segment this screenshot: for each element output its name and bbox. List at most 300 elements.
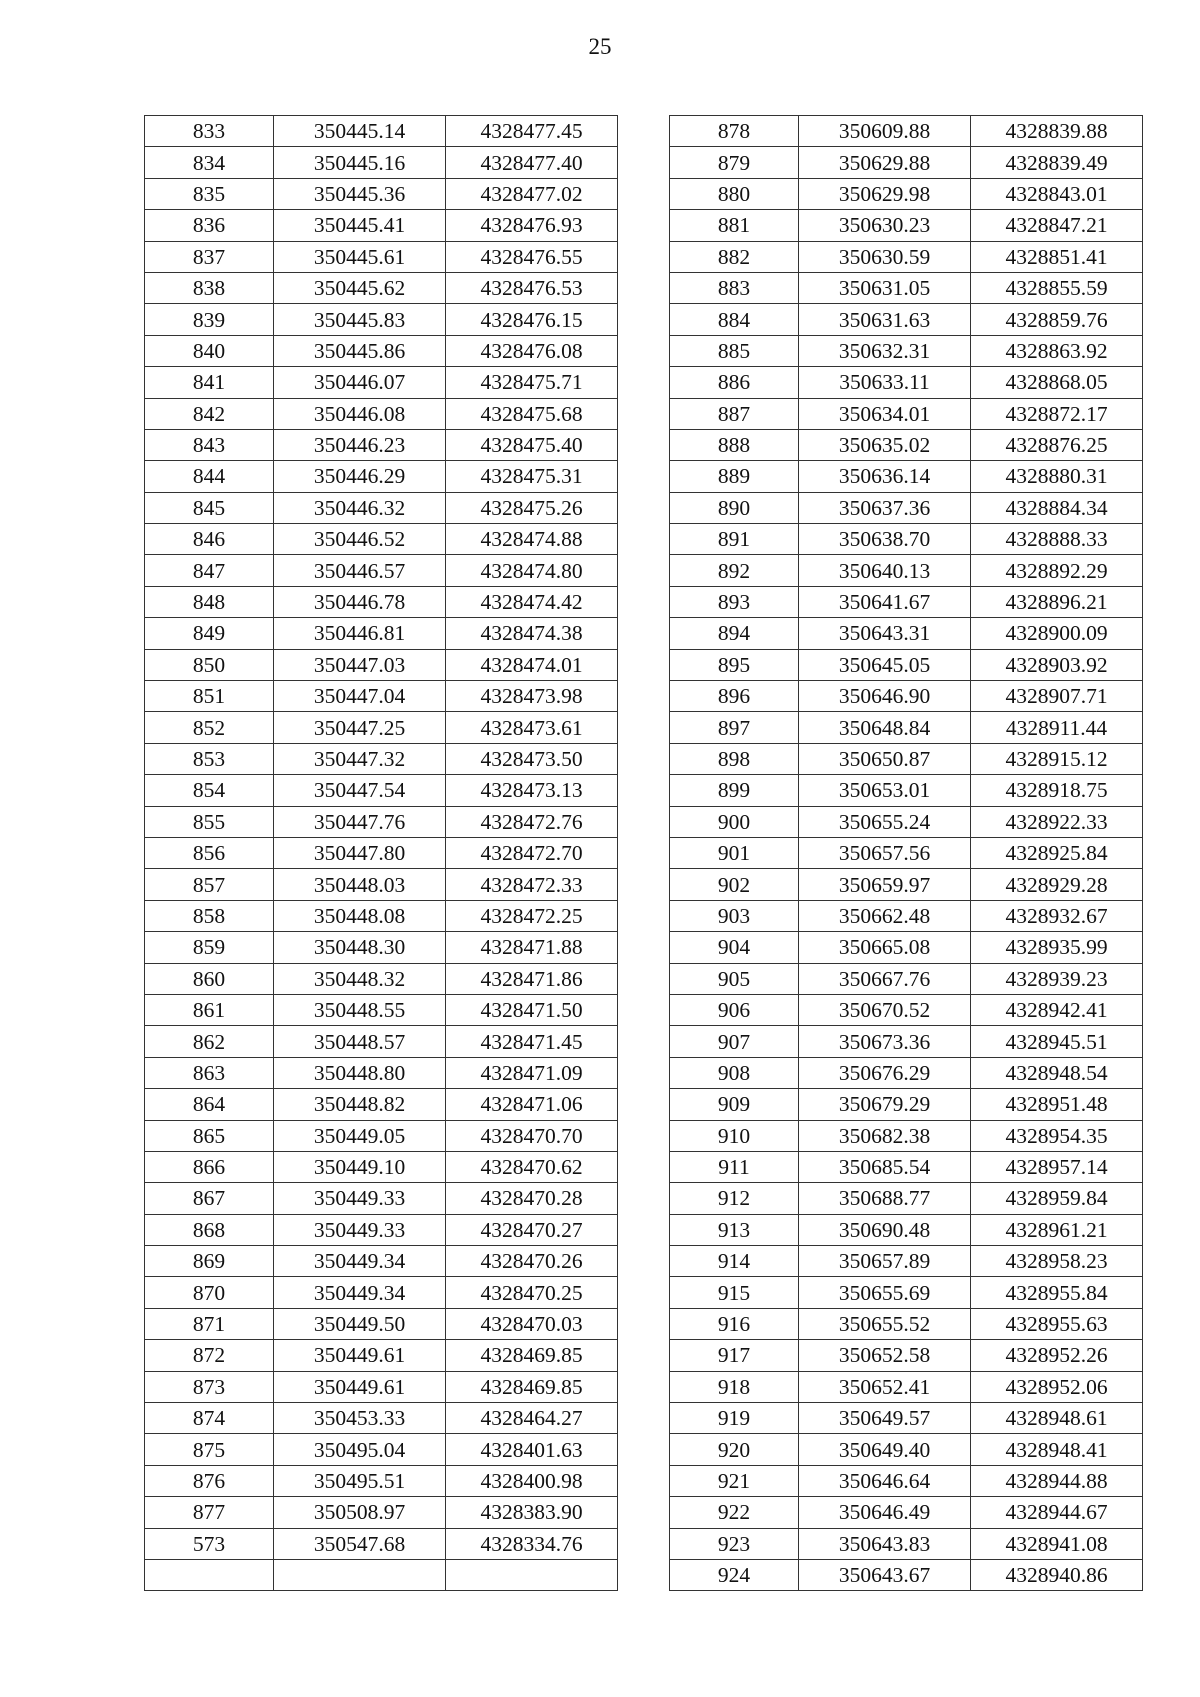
x-coordinate-cell: 350643.67: [799, 1559, 971, 1590]
y-coordinate-cell: 4328383.90: [446, 1497, 618, 1528]
x-coordinate-cell: 350648.84: [799, 712, 971, 743]
x-coordinate-cell: 350449.50: [274, 1308, 446, 1339]
x-coordinate-cell: 350676.29: [799, 1057, 971, 1088]
table-row: [670, 1026, 1143, 1057]
x-coordinate-cell: 350448.80: [274, 1057, 446, 1088]
y-coordinate-cell: 4328470.27: [446, 1214, 618, 1245]
table-row: [670, 1089, 1143, 1120]
table-row: [670, 1151, 1143, 1182]
point-number-cell: 845: [145, 492, 274, 523]
y-coordinate-cell: 4328476.53: [446, 272, 618, 303]
point-number-cell: 871: [145, 1308, 274, 1339]
table-row: [145, 743, 618, 774]
point-number-cell: 841: [145, 367, 274, 398]
table-row: [670, 461, 1143, 492]
table-row: [670, 932, 1143, 963]
point-number-cell: 878: [670, 116, 799, 147]
x-coordinate-cell: [274, 1559, 446, 1590]
table-row: [670, 1120, 1143, 1151]
y-coordinate-cell: 4328474.38: [446, 618, 618, 649]
x-coordinate-cell: 350637.36: [799, 492, 971, 523]
y-coordinate-cell: 4328474.42: [446, 586, 618, 617]
point-number-cell: 856: [145, 837, 274, 868]
x-coordinate-cell: 350446.81: [274, 618, 446, 649]
y-coordinate-cell: 4328473.13: [446, 775, 618, 806]
y-coordinate-cell: 4328892.29: [971, 555, 1143, 586]
y-coordinate-cell: 4328469.85: [446, 1340, 618, 1371]
table-row: [145, 1246, 618, 1277]
y-coordinate-cell: 4328948.61: [971, 1403, 1143, 1434]
y-coordinate-cell: 4328959.84: [971, 1183, 1143, 1214]
x-coordinate-cell: 350629.88: [799, 147, 971, 178]
point-number-cell: 897: [670, 712, 799, 743]
x-coordinate-cell: 350649.57: [799, 1403, 971, 1434]
x-coordinate-cell: 350631.63: [799, 304, 971, 335]
point-number-cell: 846: [145, 524, 274, 555]
y-coordinate-cell: 4328843.01: [971, 178, 1143, 209]
point-number-cell: 852: [145, 712, 274, 743]
y-coordinate-cell: 4328472.33: [446, 869, 618, 900]
x-coordinate-cell: 350646.90: [799, 681, 971, 712]
x-coordinate-cell: 350447.76: [274, 806, 446, 837]
x-coordinate-cell: 350448.03: [274, 869, 446, 900]
table-row: [145, 241, 618, 272]
point-number-cell: 900: [670, 806, 799, 837]
point-number-cell: 917: [670, 1340, 799, 1371]
table-row: [670, 1528, 1143, 1559]
table-row: [145, 1120, 618, 1151]
table-row: [670, 1465, 1143, 1496]
table-row: [670, 1214, 1143, 1245]
y-coordinate-cell: 4328464.27: [446, 1403, 618, 1434]
y-coordinate-cell: 4328477.45: [446, 116, 618, 147]
table-row: [145, 1559, 618, 1590]
x-coordinate-cell: 350446.07: [274, 367, 446, 398]
point-number-cell: 836: [145, 210, 274, 241]
table-row: [670, 869, 1143, 900]
x-coordinate-cell: 350449.10: [274, 1151, 446, 1182]
point-number-cell: 910: [670, 1120, 799, 1151]
table-row: [145, 1465, 618, 1496]
y-coordinate-cell: 4328880.31: [971, 461, 1143, 492]
point-number-cell: 838: [145, 272, 274, 303]
y-coordinate-cell: 4328474.80: [446, 555, 618, 586]
table-row: [145, 1308, 618, 1339]
y-coordinate-cell: 4328477.02: [446, 178, 618, 209]
x-coordinate-cell: 350682.38: [799, 1120, 971, 1151]
x-coordinate-cell: 350446.23: [274, 429, 446, 460]
point-number-cell: 861: [145, 994, 274, 1025]
table-row: [145, 178, 618, 209]
point-number-cell: 887: [670, 398, 799, 429]
table-row: [145, 1277, 618, 1308]
y-coordinate-cell: 4328847.21: [971, 210, 1143, 241]
point-number-cell: 868: [145, 1214, 274, 1245]
table-row: [145, 994, 618, 1025]
y-coordinate-cell: 4328948.54: [971, 1057, 1143, 1088]
y-coordinate-cell: 4328471.09: [446, 1057, 618, 1088]
y-coordinate-cell: 4328469.85: [446, 1371, 618, 1402]
y-coordinate-cell: 4328911.44: [971, 712, 1143, 743]
point-number-cell: 850: [145, 649, 274, 680]
point-number-cell: 860: [145, 963, 274, 994]
y-coordinate-cell: 4328475.40: [446, 429, 618, 460]
y-coordinate-cell: 4328851.41: [971, 241, 1143, 272]
x-coordinate-cell: 350447.04: [274, 681, 446, 712]
point-number-cell: 916: [670, 1308, 799, 1339]
table-row: [670, 1277, 1143, 1308]
table-row: [670, 837, 1143, 868]
point-number-cell: 913: [670, 1214, 799, 1245]
table-row: [145, 429, 618, 460]
x-coordinate-cell: 350645.05: [799, 649, 971, 680]
point-number-cell: 866: [145, 1151, 274, 1182]
table-row: [670, 524, 1143, 555]
table-row: [670, 335, 1143, 366]
y-coordinate-cell: 4328477.40: [446, 147, 618, 178]
y-coordinate-cell: 4328951.48: [971, 1089, 1143, 1120]
x-coordinate-cell: 350449.61: [274, 1371, 446, 1402]
y-coordinate-cell: 4328475.71: [446, 367, 618, 398]
table-row: [145, 869, 618, 900]
point-number-cell: 853: [145, 743, 274, 774]
point-number-cell: 885: [670, 335, 799, 366]
point-number-cell: 847: [145, 555, 274, 586]
x-coordinate-cell: 350449.61: [274, 1340, 446, 1371]
point-number-cell: 899: [670, 775, 799, 806]
point-number-cell: 573: [145, 1528, 274, 1559]
x-coordinate-cell: 350508.97: [274, 1497, 446, 1528]
table-row: [145, 555, 618, 586]
x-coordinate-cell: 350643.83: [799, 1528, 971, 1559]
x-coordinate-cell: 350643.31: [799, 618, 971, 649]
x-coordinate-cell: 350448.08: [274, 900, 446, 931]
y-coordinate-cell: 4328473.61: [446, 712, 618, 743]
point-number-cell: 888: [670, 429, 799, 460]
table-row: [670, 1371, 1143, 1402]
point-number-cell: 922: [670, 1497, 799, 1528]
y-coordinate-cell: 4328940.86: [971, 1559, 1143, 1590]
y-coordinate-cell: 4328472.70: [446, 837, 618, 868]
y-coordinate-cell: 4328942.41: [971, 994, 1143, 1025]
table-row: [145, 1089, 618, 1120]
coordinate-table-right-body: [670, 116, 1143, 1591]
point-number-cell: 869: [145, 1246, 274, 1277]
table-row: [670, 1403, 1143, 1434]
x-coordinate-cell: 350679.29: [799, 1089, 971, 1120]
point-number-cell: 865: [145, 1120, 274, 1151]
table-row: [145, 492, 618, 523]
coordinate-table-left-body: [145, 116, 618, 1591]
y-coordinate-cell: 4328957.14: [971, 1151, 1143, 1182]
x-coordinate-cell: 350447.03: [274, 649, 446, 680]
y-coordinate-cell: 4328955.84: [971, 1277, 1143, 1308]
point-number-cell: 842: [145, 398, 274, 429]
point-number-cell: 880: [670, 178, 799, 209]
x-coordinate-cell: 350633.11: [799, 367, 971, 398]
table-row: [145, 1183, 618, 1214]
y-coordinate-cell: 4328884.34: [971, 492, 1143, 523]
y-coordinate-cell: 4328472.25: [446, 900, 618, 931]
y-coordinate-cell: 4328935.99: [971, 932, 1143, 963]
y-coordinate-cell: 4328475.26: [446, 492, 618, 523]
point-number-cell: 924: [670, 1559, 799, 1590]
table-row: [670, 1434, 1143, 1465]
x-coordinate-cell: 350446.78: [274, 586, 446, 617]
table-row: [670, 900, 1143, 931]
point-number-cell: 898: [670, 743, 799, 774]
table-row: [670, 649, 1143, 680]
table-row: [145, 461, 618, 492]
table-row: [145, 210, 618, 241]
point-number-cell: 903: [670, 900, 799, 931]
table-row: [145, 712, 618, 743]
table-row: [145, 586, 618, 617]
point-number-cell: 835: [145, 178, 274, 209]
point-number-cell: 886: [670, 367, 799, 398]
x-coordinate-cell: 350659.97: [799, 869, 971, 900]
table-row: [670, 178, 1143, 209]
table-row: [670, 1057, 1143, 1088]
y-coordinate-cell: [446, 1559, 618, 1590]
y-coordinate-cell: 4328470.70: [446, 1120, 618, 1151]
table-row: [670, 367, 1143, 398]
y-coordinate-cell: 4328476.93: [446, 210, 618, 241]
x-coordinate-cell: 350446.57: [274, 555, 446, 586]
x-coordinate-cell: 350629.98: [799, 178, 971, 209]
table-row: [670, 429, 1143, 460]
table-row: [670, 1183, 1143, 1214]
point-number-cell: 905: [670, 963, 799, 994]
x-coordinate-cell: 350655.24: [799, 806, 971, 837]
point-number-cell: 918: [670, 1371, 799, 1402]
x-coordinate-cell: 350445.62: [274, 272, 446, 303]
y-coordinate-cell: 4328896.21: [971, 586, 1143, 617]
y-coordinate-cell: 4328961.21: [971, 1214, 1143, 1245]
x-coordinate-cell: 350667.76: [799, 963, 971, 994]
x-coordinate-cell: 350646.49: [799, 1497, 971, 1528]
x-coordinate-cell: 350636.14: [799, 461, 971, 492]
x-coordinate-cell: 350630.59: [799, 241, 971, 272]
y-coordinate-cell: 4328952.26: [971, 1340, 1143, 1371]
point-number-cell: 895: [670, 649, 799, 680]
x-coordinate-cell: 350447.32: [274, 743, 446, 774]
x-coordinate-cell: 350630.23: [799, 210, 971, 241]
table-row: [670, 712, 1143, 743]
x-coordinate-cell: 350547.68: [274, 1528, 446, 1559]
y-coordinate-cell: 4328476.55: [446, 241, 618, 272]
point-number-cell: 889: [670, 461, 799, 492]
y-coordinate-cell: 4328470.25: [446, 1277, 618, 1308]
point-number-cell: 854: [145, 775, 274, 806]
table-row: [145, 837, 618, 868]
point-number-cell: 870: [145, 1277, 274, 1308]
y-coordinate-cell: 4328474.01: [446, 649, 618, 680]
x-coordinate-cell: 350449.34: [274, 1277, 446, 1308]
table-row: [145, 524, 618, 555]
point-number-cell: 894: [670, 618, 799, 649]
table-row: [670, 304, 1143, 335]
table-row: [670, 775, 1143, 806]
table-row: [145, 806, 618, 837]
point-number-cell: 848: [145, 586, 274, 617]
y-coordinate-cell: 4328401.63: [446, 1434, 618, 1465]
table-row: [145, 681, 618, 712]
y-coordinate-cell: 4328954.35: [971, 1120, 1143, 1151]
point-number-cell: 857: [145, 869, 274, 900]
y-coordinate-cell: 4328944.67: [971, 1497, 1143, 1528]
table-row: [145, 1214, 618, 1245]
point-number-cell: 892: [670, 555, 799, 586]
y-coordinate-cell: 4328932.67: [971, 900, 1143, 931]
x-coordinate-cell: 350635.02: [799, 429, 971, 460]
x-coordinate-cell: 350685.54: [799, 1151, 971, 1182]
x-coordinate-cell: 350445.16: [274, 147, 446, 178]
x-coordinate-cell: 350446.32: [274, 492, 446, 523]
point-number-cell: 919: [670, 1403, 799, 1434]
point-number-cell: [145, 1559, 274, 1590]
y-coordinate-cell: 4328470.28: [446, 1183, 618, 1214]
y-coordinate-cell: 4328400.98: [446, 1465, 618, 1496]
y-coordinate-cell: 4328955.63: [971, 1308, 1143, 1339]
point-number-cell: 872: [145, 1340, 274, 1371]
x-coordinate-cell: 350690.48: [799, 1214, 971, 1245]
y-coordinate-cell: 4328944.88: [971, 1465, 1143, 1496]
table-row: [670, 618, 1143, 649]
point-number-cell: 851: [145, 681, 274, 712]
x-coordinate-cell: 350649.40: [799, 1434, 971, 1465]
x-coordinate-cell: 350640.13: [799, 555, 971, 586]
y-coordinate-cell: 4328863.92: [971, 335, 1143, 366]
table-row: [670, 806, 1143, 837]
table-row: [145, 1340, 618, 1371]
y-coordinate-cell: 4328868.05: [971, 367, 1143, 398]
y-coordinate-cell: 4328476.08: [446, 335, 618, 366]
table-row: [670, 492, 1143, 523]
x-coordinate-cell: 350449.33: [274, 1183, 446, 1214]
table-row: [670, 1308, 1143, 1339]
table-row: [145, 1057, 618, 1088]
table-row: [145, 304, 618, 335]
table-row: [145, 963, 618, 994]
point-number-cell: 837: [145, 241, 274, 272]
x-coordinate-cell: 350448.32: [274, 963, 446, 994]
x-coordinate-cell: 350646.64: [799, 1465, 971, 1496]
point-number-cell: 881: [670, 210, 799, 241]
y-coordinate-cell: 4328475.31: [446, 461, 618, 492]
point-number-cell: 863: [145, 1057, 274, 1088]
x-coordinate-cell: 350631.05: [799, 272, 971, 303]
x-coordinate-cell: 350446.08: [274, 398, 446, 429]
x-coordinate-cell: 350495.51: [274, 1465, 446, 1496]
table-row: [145, 649, 618, 680]
point-number-cell: 901: [670, 837, 799, 868]
y-coordinate-cell: 4328939.23: [971, 963, 1143, 994]
x-coordinate-cell: 350448.57: [274, 1026, 446, 1057]
x-coordinate-cell: 350495.04: [274, 1434, 446, 1465]
point-number-cell: 877: [145, 1497, 274, 1528]
table-row: [145, 1403, 618, 1434]
y-coordinate-cell: 4328471.50: [446, 994, 618, 1025]
x-coordinate-cell: 350670.52: [799, 994, 971, 1025]
x-coordinate-cell: 350653.01: [799, 775, 971, 806]
x-coordinate-cell: 350445.36: [274, 178, 446, 209]
point-number-cell: 843: [145, 429, 274, 460]
y-coordinate-cell: 4328474.88: [446, 524, 618, 555]
x-coordinate-cell: 350609.88: [799, 116, 971, 147]
y-coordinate-cell: 4328941.08: [971, 1528, 1143, 1559]
point-number-cell: 882: [670, 241, 799, 272]
point-number-cell: 911: [670, 1151, 799, 1182]
x-coordinate-cell: 350448.55: [274, 994, 446, 1025]
y-coordinate-cell: 4328900.09: [971, 618, 1143, 649]
table-row: [145, 367, 618, 398]
point-number-cell: 849: [145, 618, 274, 649]
x-coordinate-cell: 350641.67: [799, 586, 971, 617]
point-number-cell: 908: [670, 1057, 799, 1088]
x-coordinate-cell: 350447.54: [274, 775, 446, 806]
table-row: [670, 555, 1143, 586]
page-number: 25: [588, 34, 612, 59]
table-row: [670, 994, 1143, 1025]
point-number-cell: 914: [670, 1246, 799, 1277]
table-row: [670, 743, 1143, 774]
point-number-cell: 923: [670, 1528, 799, 1559]
y-coordinate-cell: 4328334.76: [446, 1528, 618, 1559]
y-coordinate-cell: 4328839.88: [971, 116, 1143, 147]
x-coordinate-cell: 350688.77: [799, 1183, 971, 1214]
y-coordinate-cell: 4328471.06: [446, 1089, 618, 1120]
point-number-cell: 912: [670, 1183, 799, 1214]
y-coordinate-cell: 4328929.28: [971, 869, 1143, 900]
table-row: [670, 586, 1143, 617]
point-number-cell: 920: [670, 1434, 799, 1465]
table-row: [145, 1026, 618, 1057]
x-coordinate-cell: 350448.82: [274, 1089, 446, 1120]
point-number-cell: 921: [670, 1465, 799, 1496]
x-coordinate-cell: 350638.70: [799, 524, 971, 555]
point-number-cell: 915: [670, 1277, 799, 1308]
table-row: [670, 1497, 1143, 1528]
x-coordinate-cell: 350655.69: [799, 1277, 971, 1308]
y-coordinate-cell: 4328471.88: [446, 932, 618, 963]
y-coordinate-cell: 4328472.76: [446, 806, 618, 837]
y-coordinate-cell: 4328471.86: [446, 963, 618, 994]
y-coordinate-cell: 4328903.92: [971, 649, 1143, 680]
point-number-cell: 859: [145, 932, 274, 963]
x-coordinate-cell: 350650.87: [799, 743, 971, 774]
point-number-cell: 891: [670, 524, 799, 555]
x-coordinate-cell: 350657.56: [799, 837, 971, 868]
y-coordinate-cell: 4328475.68: [446, 398, 618, 429]
table-row: [670, 210, 1143, 241]
x-coordinate-cell: 350445.14: [274, 116, 446, 147]
x-coordinate-cell: 350445.86: [274, 335, 446, 366]
x-coordinate-cell: 350447.80: [274, 837, 446, 868]
table-row: [145, 1497, 618, 1528]
table-row: [145, 335, 618, 366]
table-row: [145, 272, 618, 303]
y-coordinate-cell: 4328925.84: [971, 837, 1143, 868]
y-coordinate-cell: 4328918.75: [971, 775, 1143, 806]
y-coordinate-cell: 4328839.49: [971, 147, 1143, 178]
point-number-cell: 904: [670, 932, 799, 963]
table-row: [670, 272, 1143, 303]
table-row: [145, 618, 618, 649]
table-row: [145, 398, 618, 429]
y-coordinate-cell: 4328471.45: [446, 1026, 618, 1057]
point-number-cell: 864: [145, 1089, 274, 1120]
